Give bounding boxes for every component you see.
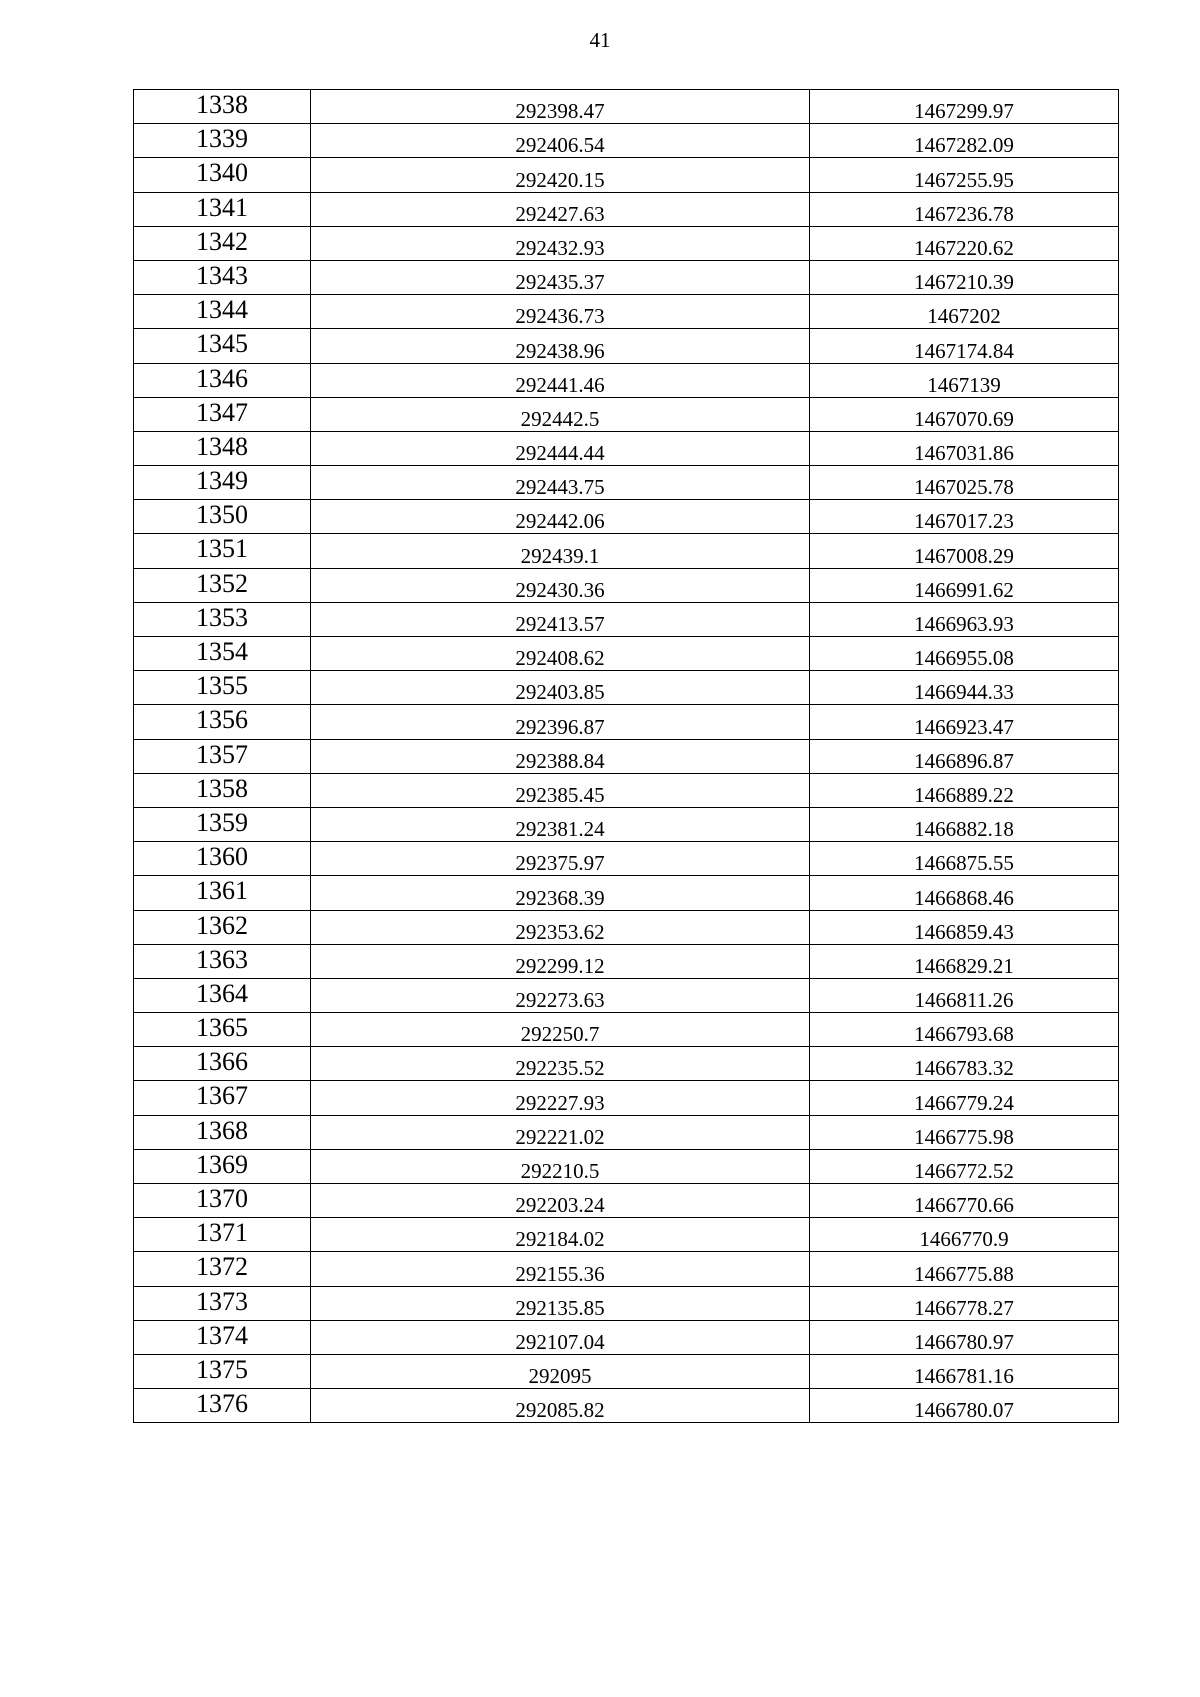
point-number-cell: 1341 xyxy=(134,192,311,226)
point-number-cell: 1363 xyxy=(134,944,311,978)
x-coordinate-cell: 292438.96 xyxy=(311,329,810,363)
y-coordinate-cell: 1466923.47 xyxy=(810,705,1119,739)
y-coordinate-cell: 1467025.78 xyxy=(810,466,1119,500)
table-row xyxy=(134,1047,1119,1081)
x-coordinate-cell: 292444.44 xyxy=(311,431,810,465)
point-number-cell: 1356 xyxy=(134,705,311,739)
x-coordinate-cell: 292385.45 xyxy=(311,773,810,807)
x-coordinate-cell: 292368.39 xyxy=(311,876,810,910)
y-coordinate-cell: 1466944.33 xyxy=(810,671,1119,705)
x-coordinate-cell: 292095 xyxy=(311,1354,810,1388)
point-number-cell: 1355 xyxy=(134,671,311,705)
table-row xyxy=(134,534,1119,568)
x-coordinate-cell: 292441.46 xyxy=(311,363,810,397)
y-coordinate-cell: 1466772.52 xyxy=(810,1149,1119,1183)
table-row xyxy=(134,90,1119,124)
point-number-cell: 1348 xyxy=(134,431,311,465)
table-row xyxy=(134,876,1119,910)
point-number-cell: 1374 xyxy=(134,1320,311,1354)
y-coordinate-cell: 1467031.86 xyxy=(810,431,1119,465)
x-coordinate-cell: 292435.37 xyxy=(311,260,810,294)
x-coordinate-cell: 292396.87 xyxy=(311,705,810,739)
y-coordinate-cell: 1466779.24 xyxy=(810,1081,1119,1115)
coordinates-table xyxy=(133,89,1119,1423)
point-number-cell: 1362 xyxy=(134,910,311,944)
point-number-cell: 1376 xyxy=(134,1389,311,1423)
x-coordinate-cell: 292375.97 xyxy=(311,842,810,876)
y-coordinate-cell: 1467070.69 xyxy=(810,397,1119,431)
point-number-cell: 1360 xyxy=(134,842,311,876)
point-number-cell: 1369 xyxy=(134,1149,311,1183)
y-coordinate-cell: 1467202 xyxy=(810,295,1119,329)
x-coordinate-cell: 292403.85 xyxy=(311,671,810,705)
y-coordinate-cell: 1467236.78 xyxy=(810,192,1119,226)
table-row xyxy=(134,1252,1119,1286)
point-number-cell: 1349 xyxy=(134,466,311,500)
y-coordinate-cell: 1466955.08 xyxy=(810,637,1119,671)
table-row xyxy=(134,1184,1119,1218)
point-number-cell: 1351 xyxy=(134,534,311,568)
x-coordinate-cell: 292273.63 xyxy=(311,978,810,1012)
point-number-cell: 1368 xyxy=(134,1115,311,1149)
point-number-cell: 1364 xyxy=(134,978,311,1012)
x-coordinate-cell: 292221.02 xyxy=(311,1115,810,1149)
y-coordinate-cell: 1466882.18 xyxy=(810,807,1119,841)
x-coordinate-cell: 292398.47 xyxy=(311,90,810,124)
y-coordinate-cell: 1467210.39 xyxy=(810,260,1119,294)
y-coordinate-cell: 1466829.21 xyxy=(810,944,1119,978)
coordinates-table-body xyxy=(134,90,1119,1423)
y-coordinate-cell: 1467282.09 xyxy=(810,124,1119,158)
x-coordinate-cell: 292408.62 xyxy=(311,637,810,671)
table-row xyxy=(134,1320,1119,1354)
table-row xyxy=(134,1218,1119,1252)
table-row xyxy=(134,124,1119,158)
table-row xyxy=(134,842,1119,876)
x-coordinate-cell: 292184.02 xyxy=(311,1218,810,1252)
table-row xyxy=(134,1354,1119,1388)
point-number-cell: 1366 xyxy=(134,1047,311,1081)
table-row xyxy=(134,1149,1119,1183)
y-coordinate-cell: 1467017.23 xyxy=(810,500,1119,534)
table-row xyxy=(134,705,1119,739)
y-coordinate-cell: 1466868.46 xyxy=(810,876,1119,910)
table-row xyxy=(134,500,1119,534)
point-number-cell: 1375 xyxy=(134,1354,311,1388)
point-number-cell: 1340 xyxy=(134,158,311,192)
y-coordinate-cell: 1466859.43 xyxy=(810,910,1119,944)
point-number-cell: 1338 xyxy=(134,90,311,124)
x-coordinate-cell: 292135.85 xyxy=(311,1286,810,1320)
point-number-cell: 1359 xyxy=(134,807,311,841)
y-coordinate-cell: 1466778.27 xyxy=(810,1286,1119,1320)
x-coordinate-cell: 292155.36 xyxy=(311,1252,810,1286)
x-coordinate-cell: 292381.24 xyxy=(311,807,810,841)
table-row xyxy=(134,158,1119,192)
point-number-cell: 1342 xyxy=(134,226,311,260)
point-number-cell: 1353 xyxy=(134,602,311,636)
point-number-cell: 1361 xyxy=(134,876,311,910)
table-row xyxy=(134,671,1119,705)
point-number-cell: 1350 xyxy=(134,500,311,534)
x-coordinate-cell: 292227.93 xyxy=(311,1081,810,1115)
x-coordinate-cell: 292406.54 xyxy=(311,124,810,158)
x-coordinate-cell: 292432.93 xyxy=(311,226,810,260)
point-number-cell: 1357 xyxy=(134,739,311,773)
y-coordinate-cell: 1466775.98 xyxy=(810,1115,1119,1149)
point-number-cell: 1367 xyxy=(134,1081,311,1115)
x-coordinate-cell: 292443.75 xyxy=(311,466,810,500)
point-number-cell: 1358 xyxy=(134,773,311,807)
y-coordinate-cell: 1466889.22 xyxy=(810,773,1119,807)
table-row xyxy=(134,329,1119,363)
y-coordinate-cell: 1467255.95 xyxy=(810,158,1119,192)
table-row xyxy=(134,910,1119,944)
table-row xyxy=(134,1286,1119,1320)
table-row xyxy=(134,944,1119,978)
y-coordinate-cell: 1467008.29 xyxy=(810,534,1119,568)
x-coordinate-cell: 292442.06 xyxy=(311,500,810,534)
point-number-cell: 1352 xyxy=(134,568,311,602)
point-number-cell: 1370 xyxy=(134,1184,311,1218)
x-coordinate-cell: 292250.7 xyxy=(311,1013,810,1047)
point-number-cell: 1373 xyxy=(134,1286,311,1320)
y-coordinate-cell: 1466770.9 xyxy=(810,1218,1119,1252)
point-number-cell: 1344 xyxy=(134,295,311,329)
y-coordinate-cell: 1466780.97 xyxy=(810,1320,1119,1354)
x-coordinate-cell: 292427.63 xyxy=(311,192,810,226)
x-coordinate-cell: 292210.5 xyxy=(311,1149,810,1183)
table-row xyxy=(134,431,1119,465)
table-row xyxy=(134,807,1119,841)
table-row xyxy=(134,773,1119,807)
y-coordinate-cell: 1466775.88 xyxy=(810,1252,1119,1286)
y-coordinate-cell: 1466781.16 xyxy=(810,1354,1119,1388)
table-row xyxy=(134,1115,1119,1149)
point-number-cell: 1347 xyxy=(134,397,311,431)
y-coordinate-cell: 1467174.84 xyxy=(810,329,1119,363)
point-number-cell: 1372 xyxy=(134,1252,311,1286)
y-coordinate-cell: 1466783.32 xyxy=(810,1047,1119,1081)
x-coordinate-cell: 292085.82 xyxy=(311,1389,810,1423)
y-coordinate-cell: 1466770.66 xyxy=(810,1184,1119,1218)
page-number: 41 xyxy=(589,28,611,52)
table-row xyxy=(134,978,1119,1012)
table-row xyxy=(134,1013,1119,1047)
x-coordinate-cell: 292436.73 xyxy=(311,295,810,329)
table-row xyxy=(134,1389,1119,1423)
point-number-cell: 1371 xyxy=(134,1218,311,1252)
y-coordinate-cell: 1466875.55 xyxy=(810,842,1119,876)
table-row xyxy=(134,260,1119,294)
point-number-cell: 1339 xyxy=(134,124,311,158)
point-number-cell: 1345 xyxy=(134,329,311,363)
table-row xyxy=(134,466,1119,500)
x-coordinate-cell: 292203.24 xyxy=(311,1184,810,1218)
y-coordinate-cell: 1467299.97 xyxy=(810,90,1119,124)
point-number-cell: 1343 xyxy=(134,260,311,294)
y-coordinate-cell: 1466811.26 xyxy=(810,978,1119,1012)
x-coordinate-cell: 292299.12 xyxy=(311,944,810,978)
x-coordinate-cell: 292413.57 xyxy=(311,602,810,636)
x-coordinate-cell: 292353.62 xyxy=(311,910,810,944)
table-row xyxy=(134,1081,1119,1115)
y-coordinate-cell: 1466780.07 xyxy=(810,1389,1119,1423)
point-number-cell: 1346 xyxy=(134,363,311,397)
table-row xyxy=(134,602,1119,636)
x-coordinate-cell: 292420.15 xyxy=(311,158,810,192)
table-row xyxy=(134,739,1119,773)
y-coordinate-cell: 1466991.62 xyxy=(810,568,1119,602)
point-number-cell: 1365 xyxy=(134,1013,311,1047)
x-coordinate-cell: 292442.5 xyxy=(311,397,810,431)
y-coordinate-cell: 1466793.68 xyxy=(810,1013,1119,1047)
table-row xyxy=(134,226,1119,260)
table-row xyxy=(134,192,1119,226)
x-coordinate-cell: 292430.36 xyxy=(311,568,810,602)
y-coordinate-cell: 1466896.87 xyxy=(810,739,1119,773)
table-row xyxy=(134,637,1119,671)
x-coordinate-cell: 292107.04 xyxy=(311,1320,810,1354)
y-coordinate-cell: 1467139 xyxy=(810,363,1119,397)
table-row xyxy=(134,397,1119,431)
point-number-cell: 1354 xyxy=(134,637,311,671)
table-row xyxy=(134,295,1119,329)
y-coordinate-cell: 1466963.93 xyxy=(810,602,1119,636)
table-row xyxy=(134,363,1119,397)
x-coordinate-cell: 292235.52 xyxy=(311,1047,810,1081)
x-coordinate-cell: 292388.84 xyxy=(311,739,810,773)
table-row xyxy=(134,568,1119,602)
y-coordinate-cell: 1467220.62 xyxy=(810,226,1119,260)
x-coordinate-cell: 292439.1 xyxy=(311,534,810,568)
